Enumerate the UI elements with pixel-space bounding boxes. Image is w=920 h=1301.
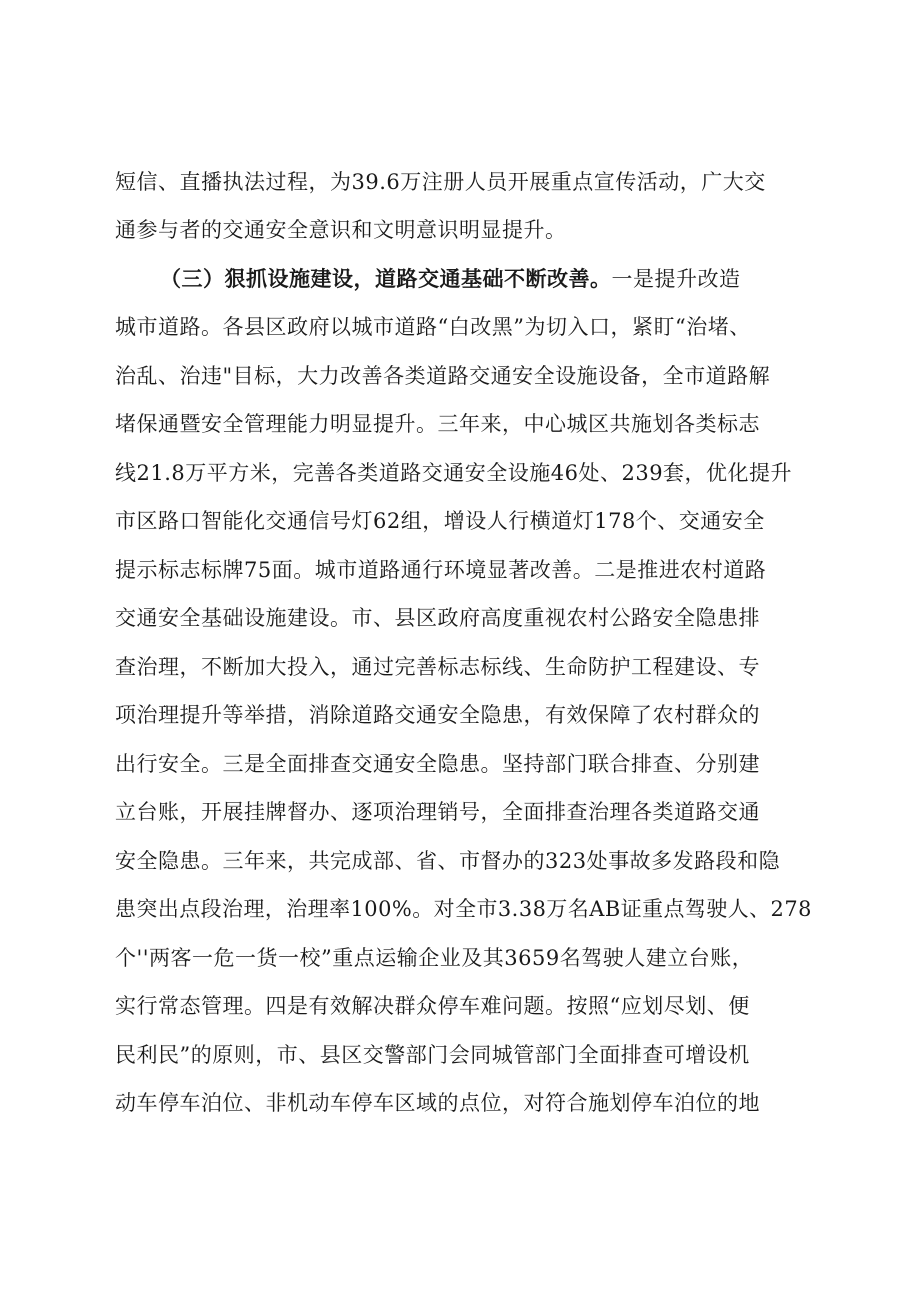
text-line: 出行安全。三是全面排查交通安全隐患。坚持部门联合排查、分别建: [115, 752, 760, 776]
text-line: 交通安全基础设施建设。市、县区政府高度重视农村公路安全隐患排: [115, 606, 760, 630]
text-line: 动车停车泊位、非机动车停车区域的点位，对符合施划停车泊位的地: [115, 1091, 760, 1115]
text-line: 短信、直播执法过程，为39.6万注册人员开展重点宣传活动，广大交: [115, 170, 766, 194]
section-heading-line: [160, 255, 741, 303]
text-line: 治乱、治违"目标，大力改善各类道路交通安全设施设备，全市道路解: [115, 364, 771, 388]
text-line: 项治理提升等举措，消除道路交通安全隐患，有效保障了农村群众的: [115, 703, 760, 727]
text-line: 患突出点段治理，治理率100%。对全市3.38万名AB证重点驾驶人、278: [115, 897, 812, 921]
text-line: 立台账，开展挂牌督办、逐项治理销号，全面排查治理各类道路交通: [115, 800, 760, 824]
text-line: 市区路口智能化交通信号灯62组，增设人行横道灯178个、交通安全: [115, 509, 765, 533]
text-line: 民利民”的原则，市、县区交警部门会同城管部门全面排查可增设机: [115, 1043, 750, 1067]
text-line: 查治理，不断加大投入，通过完善标志标线、生命防护工程建设、专: [115, 655, 760, 679]
section-heading: （三）狠抓设施建设，道路交通基础不断改善。: [160, 266, 612, 291]
text-line: 堵保通暨安全管理能力明显提升。三年来，中心城区共施划各类标志: [115, 412, 760, 436]
text-line: 通参与者的交通安全意识和文明意识明显提升。: [115, 218, 567, 242]
text-span: 一是提升改造: [611, 267, 741, 291]
text-line: 个''两客一危一货一校”重点运输企业及其3659名驾驶人建立台账，: [115, 946, 754, 970]
text-line: 线21.8万平方米，完善各类道路交通安全设施46处、239套，优化提升: [115, 461, 793, 485]
text-line: 实行常态管理。四是有效解决群众停车难问题。按照“应划尽划、便: [115, 994, 750, 1018]
text-line: 提示标志标牌75面。城市道路通行环境显著改善。二是推进农村道路: [115, 558, 767, 582]
text-line: 城市道路。各县区政府以城市道路“白改黑”为切入口，紧盯“治堵、: [115, 315, 751, 339]
text-line: 安全隐患。三年来，共完成部、省、市督办的323处事故多发路段和隐: [115, 849, 781, 873]
